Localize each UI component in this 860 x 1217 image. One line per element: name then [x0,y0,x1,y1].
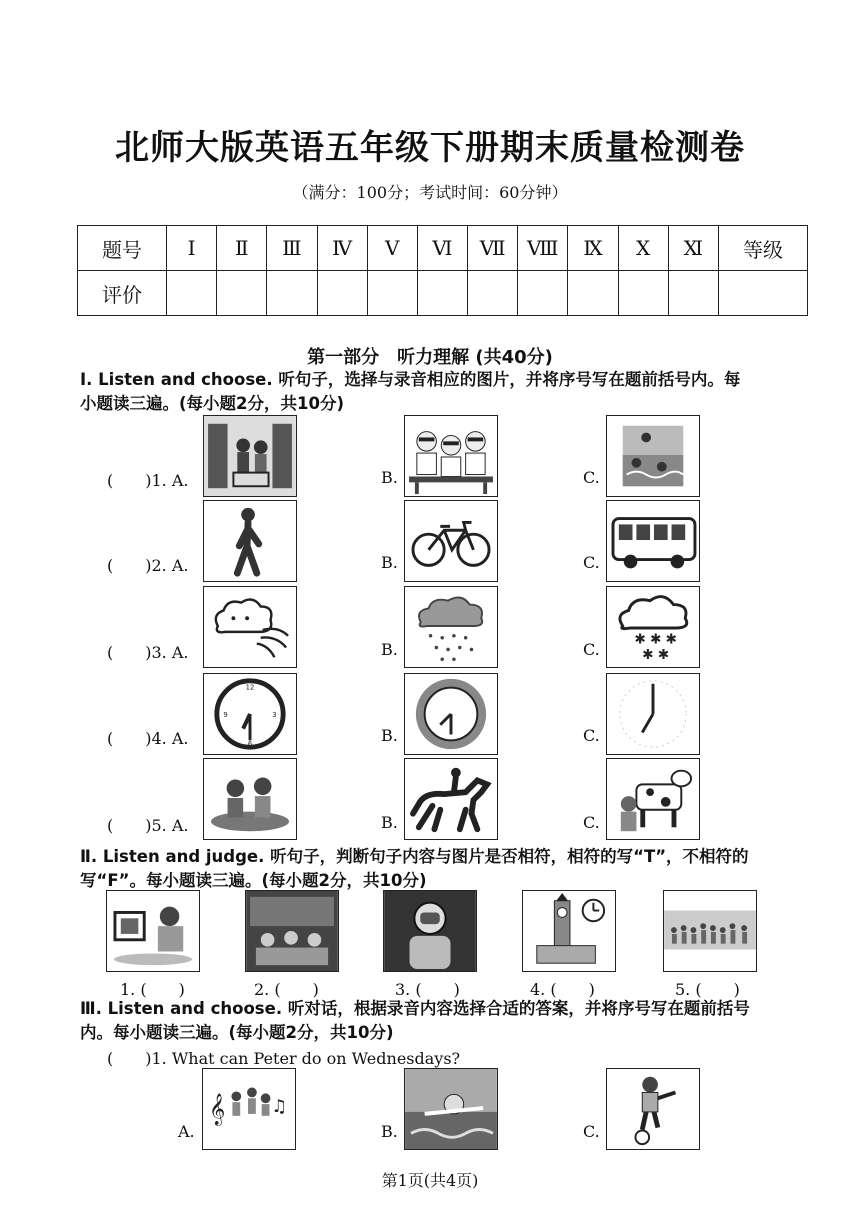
s3-option-b-swimming-image[interactable] [404,1068,498,1150]
q4-option-b-label: B. [381,726,398,745]
judge4-answer[interactable]: 4. ( ) [530,980,595,999]
q4-option-c-label: C. [583,726,600,745]
svg-text:12: 12 [245,683,255,692]
eval-cell[interactable] [167,271,217,316]
q1-option-b-label: B. [381,468,398,487]
judge1-answer[interactable]: 1. ( ) [120,980,185,999]
page-title: 北师大版英语五年级下册期末质量检测卷 [115,128,745,168]
s3-option-a-label: A. [178,1122,195,1141]
eval-cell[interactable] [668,271,718,316]
col-2: Ⅱ [217,226,267,271]
q4-option-a-clock-image[interactable] [203,673,297,755]
q3-option-c-label: C. [583,640,600,659]
q4-stem: ( )4. A. [107,729,189,748]
col-3: Ⅲ [267,226,317,271]
col-5: Ⅴ [367,226,417,271]
q4-option-c-clock-image[interactable] [606,673,700,755]
q5-option-c-label: C. [583,813,600,832]
score-table [77,225,808,316]
judge2-library-image[interactable] [245,890,339,972]
col-1: Ⅰ [167,226,217,271]
col-11: Ⅺ [668,226,718,271]
section3-instructions [80,997,810,1045]
judge2-answer[interactable]: 2. ( ) [254,980,319,999]
svg-text:✱: ✱ [634,631,646,648]
q2-option-a-walking-image[interactable] [203,500,297,582]
svg-text:✱: ✱ [650,631,662,648]
svg-text:✱: ✱ [642,647,654,664]
s3-option-c-label: C. [583,1122,600,1141]
judge5-answer[interactable]: 5. ( ) [675,980,740,999]
col-6: Ⅵ [417,226,467,271]
exam-info: （满分：100分；考试时间：60分钟） [292,183,568,202]
row-label-number: 题号 [78,226,167,271]
eval-cell[interactable] [568,271,618,316]
section3-line1: Ⅲ. Listen and choose. 听对话，根据录音内容选择合适的答案，并将序号写在题前括号 [80,999,750,1018]
q1-option-a-supermarket-image[interactable] [203,415,297,497]
eval-cell[interactable] [518,271,568,316]
section1-instructions [80,368,810,416]
q2-option-c-bus-image[interactable] [606,500,700,582]
q3-option-b-label: B. [381,640,398,659]
col-9: Ⅸ [568,226,618,271]
q5-option-a-picnic-image[interactable] [203,758,297,840]
eval-cell[interactable] [267,271,317,316]
score-table-eval-row [78,271,808,316]
svg-text:✱: ✱ [657,647,670,664]
eval-cell[interactable] [317,271,367,316]
q3-option-a-windy-image[interactable] [203,586,297,668]
col-7: Ⅶ [468,226,518,271]
q1-option-b-cinema-image[interactable] [404,415,498,497]
section2-line1: Ⅱ. Listen and judge. 听句子，判断句子内容与图片是否相符，相符的写“T”，不相符的 [80,847,749,866]
judge4-big-ben-image[interactable] [522,890,616,972]
q5-option-b-label: B. [381,813,398,832]
q5-option-b-horse-riding-image[interactable] [404,758,498,840]
judge3-astronaut-image[interactable] [383,890,477,972]
svg-text:✱: ✱ [665,631,678,648]
q2-stem: ( )2. A. [107,556,189,575]
s3-option-a-music-image[interactable] [202,1068,296,1150]
section1-line2: 小题读三遍。(每小题2分，共10分) [80,394,345,413]
section2-instructions [80,845,810,893]
q3-option-c-snowy-image[interactable] [606,586,700,668]
svg-text:9: 9 [223,710,228,719]
page-footer: 第1页(共4页) [381,1171,479,1190]
section3-line2: 内。每小题读三遍。(每小题2分，共10分) [80,1023,394,1042]
svg-text:6: 6 [247,740,253,749]
col-4: Ⅳ [317,226,367,271]
q3-stem: ( )3. A. [107,643,189,662]
svg-text:𝄞: 𝄞 [209,1093,226,1125]
q4-option-b-flower-clock-image[interactable] [404,673,498,755]
q5-stem: ( )5. A. [107,816,189,835]
judge3-answer[interactable]: 3. ( ) [395,980,460,999]
eval-cell[interactable] [719,271,808,316]
section2-line2: 写“F”。每小题读三遍。(每小题2分，共10分) [80,871,427,890]
eval-cell[interactable] [618,271,668,316]
part1-heading: 第一部分 听力理解 (共40分) [307,347,553,368]
q2-option-b-bicycle-image[interactable] [404,500,498,582]
eval-cell[interactable] [367,271,417,316]
q5-option-c-farm-cow-image[interactable] [606,758,700,840]
eval-cell[interactable] [417,271,467,316]
s3-option-c-football-image[interactable] [606,1068,700,1150]
q3-option-b-rainy-image[interactable] [404,586,498,668]
s3-option-b-label: B. [381,1122,398,1141]
section3-q1: ( )1. What can Peter do on Wednesdays? [107,1049,461,1068]
q1-stem: ( )1. A. [107,471,189,490]
col-8: Ⅷ [518,226,568,271]
q1-option-c-swimming-image[interactable] [606,415,700,497]
score-table-header-row [78,226,808,271]
eval-cell[interactable] [217,271,267,316]
judge5-people-line-image[interactable] [663,890,757,972]
q1-option-c-label: C. [583,468,600,487]
section1-line1: Ⅰ. Listen and choose. 听句子，选择与录音相应的图片，并将序号写在题前括号内。每 [80,370,741,389]
col-10: Ⅹ [618,226,668,271]
row-label-eval: 评价 [78,271,167,316]
q2-option-c-label: C. [583,553,600,572]
svg-text:3: 3 [272,710,277,719]
q2-option-b-label: B. [381,553,398,572]
grade-header: 等级 [719,226,808,271]
svg-text:♫: ♫ [271,1096,288,1117]
judge1-tv-image[interactable] [106,890,200,972]
eval-cell[interactable] [468,271,518,316]
